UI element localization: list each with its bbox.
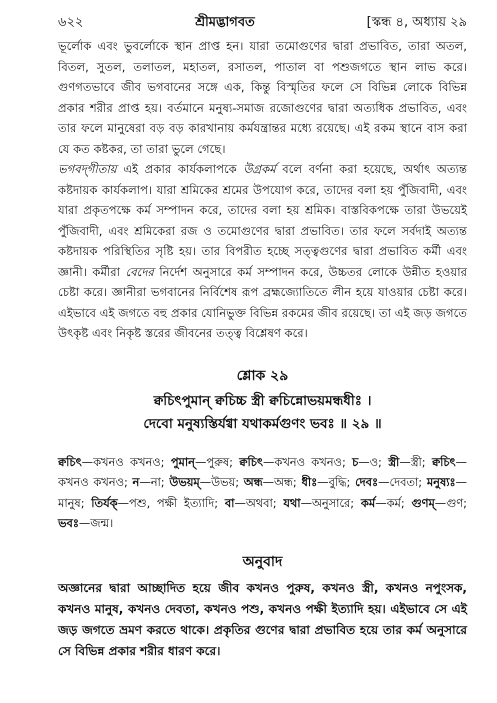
purport-paragraph-2	[58, 159, 467, 344]
synonym-term: কর্ম	[360, 495, 376, 510]
synonym-meaning: —অনুসারে;	[300, 495, 361, 510]
synonym-meaning: —কর্ম;	[375, 495, 412, 510]
purport-paragraph-1	[58, 36, 467, 159]
italic-term: উগ্রকর্ম	[243, 162, 276, 176]
synonym-term: ভবঃ	[58, 516, 79, 530]
synonym-meaning: —স্ত্রী;	[399, 454, 432, 469]
synonym-term: গুণম্	[411, 495, 435, 510]
word-for-word-synonyms	[58, 452, 467, 534]
synonym-meaning: —বুদ্ধি;	[317, 475, 356, 489]
synonym-term: ক্বচিৎ	[239, 454, 263, 469]
synonym-meaning: —অন্ধ;	[262, 475, 302, 489]
synonym-term: পুমান্	[170, 454, 195, 469]
verse-line-2: দেবো মনুষ্যস্তির্যগ্বা যথাকর্মগুণং ভবঃ ॥ ২৯ ॥	[143, 415, 382, 432]
synonym-meaning: —কখনও কখনও;	[58, 454, 468, 489]
page-number: ৬২২	[58, 15, 84, 30]
purport-text: নির্দেশ অনুসারে কর্ম সম্পাদন করে, উচ্চতর লোকে উন্নীত হওয়ার চেষ্টা করে। জ্ঞানীরা ভগবানের নির্বিশেষ রূপ ব্রহ্মজ্যোতিতে লীন হয়ে যাওয়ার চেষ্টা করে। এইভাবে এই জগতে বহু প্রকার যোনিভুক্ত বিভিন্ন রকমের জীব রয়েছে। তা এই জড় জগতে উৎকৃষ্ট এবং নিকৃষ্ট স্তরের জীবনের তত্ত্ব বিশ্লেষণ করে।	[58, 264, 467, 340]
synonym-term: চ	[352, 454, 359, 469]
synonym-meaning: —গুণ;	[434, 495, 468, 510]
book-title: শ্রীমদ্ভাগবত	[195, 15, 255, 30]
italic-term: ভগবদ্‌গীতায়	[58, 162, 117, 176]
purport-text: এই প্রকার কার্যকলাপকে	[116, 162, 244, 176]
running-header	[58, 14, 467, 32]
synonym-meaning: —ও;	[358, 454, 389, 469]
synonym-term: বা	[224, 495, 235, 510]
synonym-meaning: —কখনও কখনও;	[262, 454, 353, 469]
synonym-meaning: —না;	[139, 475, 170, 489]
purport-text: বলে বর্ণনা করা হয়েছে, অর্থাৎ অত্যন্ত কষ্টদায়ক কার্যকলাপ। যারা শ্রমিকের শ্রমের উপযোগ করে, তাদের বলা হয় পুঁজিবাদী, এবং যারা প্রকৃতপক্ষে কর্ম সম্পাদন করে, তাদের বলা হয় শ্রমিক। বাস্তবিকপক্ষে তারা উভয়েই পুঁজিবাদী, এবং শ্রমিকেরা রজ ও তমোগুণের দ্বারা প্রভাবিত। তার ফলে সর্বদাই অত্যন্ত কষ্টদায়ক পরিস্থিতির সৃষ্টি হয়। তার বিপরীত হচ্ছে সত্ত্বগুণের দ্বারা প্রভাবিত কর্মী এবং জ্ঞানী। কর্মীরা	[58, 162, 467, 279]
synonym-meaning: —অথবা;	[234, 495, 284, 510]
verse-number: শ্লোক ২৯	[236, 367, 289, 384]
synonym-meaning: —পশু, পক্ষী ইত্যাদি;	[117, 495, 225, 510]
synonym-term: অন্ধ	[243, 475, 263, 489]
synonym-meaning: —মানুষ;	[58, 475, 467, 510]
synonym-term: ন	[132, 475, 140, 489]
synonym-meaning: —জন্ম।	[78, 516, 114, 530]
synonym-meaning: —দেবতা;	[378, 475, 427, 489]
translation-text: অজ্ঞানের দ্বারা আচ্ছাদিত হয়ে জীব কখনও পুরুষ, কখনও স্ত্রী, কখনও নপুংসক, কখনও মানুষ, কখনও দেবতা, কখনও পশু, কখনও পক্ষী ইত্যাদি হয়। এইভাবে সে এই জড় জগতে ভ্রমণ করতে থাকে। প্রকৃতির গুণের দ্বারা প্রভাবিত হয়ে তার কর্ম অনুসারে সে বিভিন্ন প্রকার শরীর ধারণ করে।	[58, 580, 467, 658]
synonym-meaning: —কখনও কখনও;	[81, 454, 171, 469]
purport-text: ভূর্লোক এবং ভুবর্লোকে স্থান প্রাপ্ত হন। যারা তমোগুণের দ্বারা প্রভাবিত, তারা অতল, বিতল, সুতল, তলাতল, মহাতল, রসাতল, পাতাল বা পশুজগতে স্থান লাভ করে। গুণগতভাবে জীব ভগবানের সঙ্গে এক, কিন্তু বিস্মৃতির ফলে সে বিভিন্ন লোকে বিভিন্ন প্রকার শরীর প্রাপ্ত হয়। বর্তমানে মনুষ্য-সমাজ রজোগুণের দ্বারা অত্যধিক প্রভাবিত, এবং তার ফলে মানুষেরা বড় বড় কারখানায় কর্মযন্ত্রান্তর মধ্যে রয়েছে। এই রকম স্থানে বাস করা যে কত কষ্টকর, তা তারা ভুলে গেছে।	[58, 39, 467, 156]
synonym-term: যথা	[283, 495, 301, 510]
italic-term: বেদের	[125, 264, 154, 279]
synonym-term: ক্বচিৎ	[58, 454, 82, 469]
translation-heading: অনুবাদ	[242, 553, 283, 570]
verse-line-1: ক্বচিৎপুমান্ ক্বচিচ্চ স্ত্রী ক্বচিন্নোভয়মন্ধধীঃ ।	[153, 392, 372, 409]
synonym-term: উভয়ম্	[169, 475, 200, 489]
synonym-term: ক্বচিৎ	[431, 454, 456, 469]
chapter-reference: [স্কন্ধ ৪, অধ্যায় ২৯	[366, 15, 467, 30]
synonym-term: মনুষ্যঃ	[426, 475, 456, 489]
synonym-term: স্ত্রী	[388, 454, 400, 469]
synonym-term: দেবঃ	[355, 475, 379, 489]
synonym-meaning: —উভয়;	[199, 475, 244, 489]
synonym-term: ধীঃ	[301, 475, 318, 489]
synonym-term: তির্যক্	[91, 495, 118, 510]
synonym-meaning: —পুরুষ;	[194, 454, 240, 469]
